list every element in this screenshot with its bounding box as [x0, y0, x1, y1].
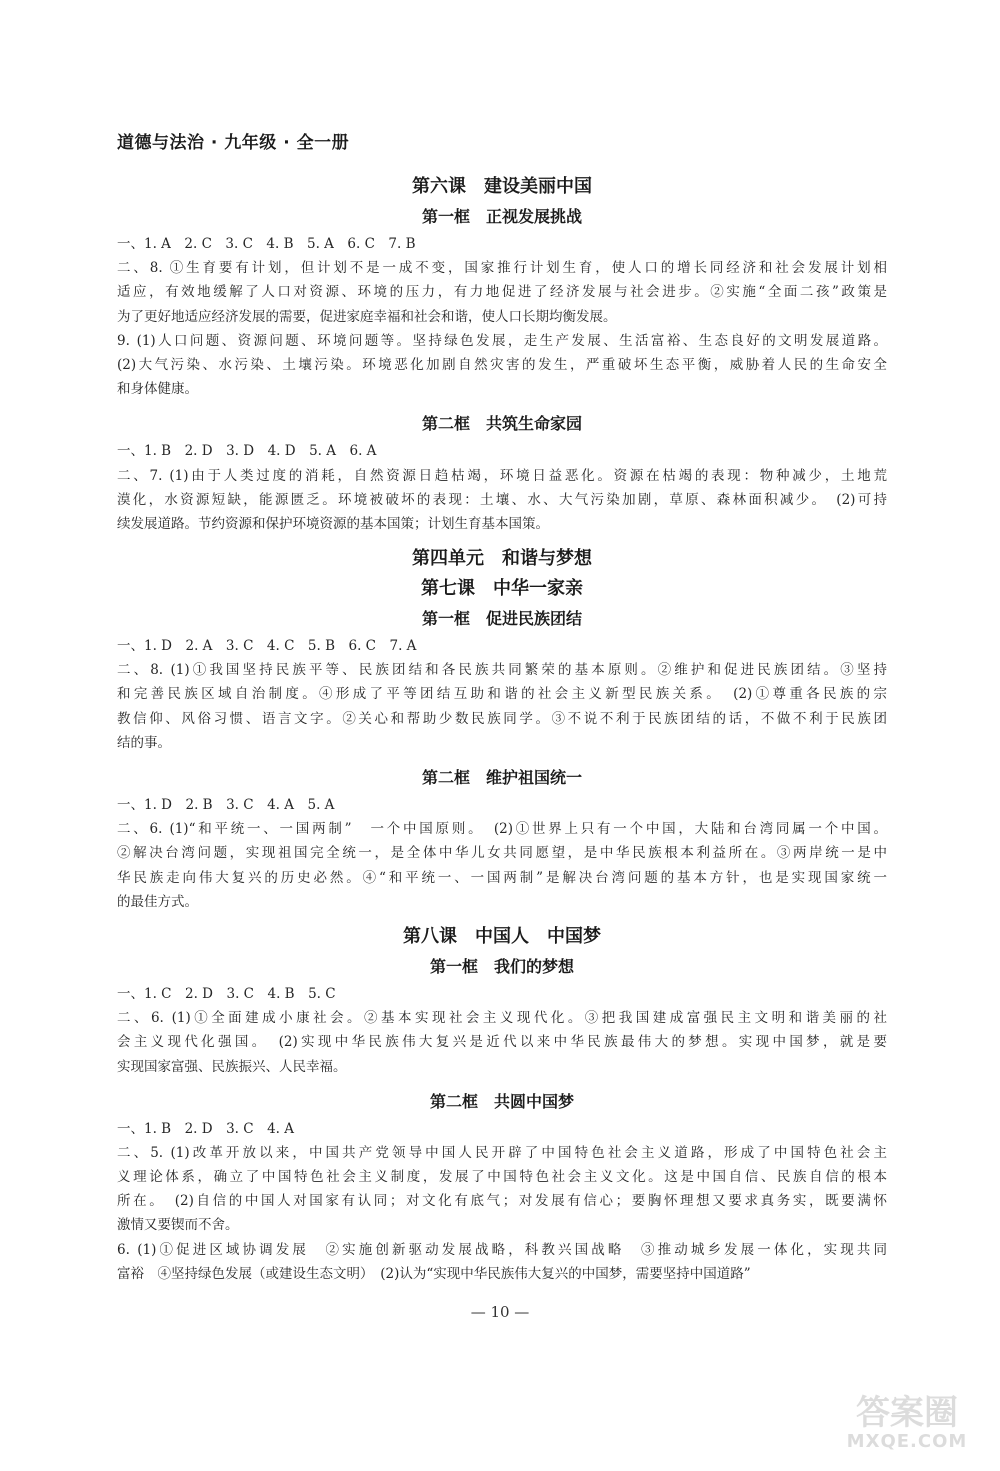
watermark-text: 答案圈: [856, 1393, 958, 1433]
answer-line: 一、1. A 2. C 3. C 4. B 5. A 6. C 7. B: [117, 236, 416, 252]
lesson-heading: 第八课 中国人 中国梦: [403, 925, 601, 947]
answer-line: 会主义现代化强国。 (2)实现中华民族伟大复兴是近代以来中华民族最伟大的梦想。实现中国梦，就是要: [117, 1034, 887, 1051]
answer-block: [117, 232, 887, 401]
answer-line: 实现国家富强、民族振兴、人民幸福。: [117, 1058, 347, 1075]
answer-line: 二、8. (1)①我国坚持民族平等、民族团结和各民族共同繁荣的基本原则。②维护和促进民族团结。③坚持: [117, 662, 887, 679]
answer-block: [117, 982, 887, 1079]
answer-line: 二、6. (1)①全面建成小康社会。②基本实现社会主义现代化。③把我国建成富强民主文明和谐美丽的社: [117, 1010, 887, 1027]
answer-line: 义理论体系，确立了中国特色社会主义制度，发展了中国特色社会主义文化。这是中国自信、民族自信的根本: [117, 1169, 887, 1186]
answer-line: 9. (1)人口问题、资源问题、环境问题等。坚持绿色发展，走生产发展、生活富裕、生态良好的文明发展道路。: [117, 332, 887, 349]
answer-block: [117, 793, 887, 914]
answer-block: [117, 634, 887, 755]
answer-line: 6. (1)①促进区域协调发展 ②实施创新驱动发展战略，科教兴国战略 ③推动城乡发展一体化，实现共同: [117, 1241, 887, 1258]
answer-line: 漠化，水资源短缺，能源匮乏。环境被破坏的表现：土壤、水、大气污染加剧，草原、森林面积减少。 (2)可持: [117, 491, 887, 508]
answer-line: 一、1. C 2. D 3. C 4. B 5. C: [117, 985, 336, 1002]
running-header: 道德与法治 · 九年级 · 全一册: [117, 133, 350, 153]
section-heading: 第二框 维护祖国统一: [421, 768, 582, 787]
section-heading: 第一框 促进民族团结: [421, 609, 582, 629]
lesson-heading: 第四单元 和谐与梦想: [412, 548, 592, 570]
answer-line: 适应，有效地缓解了人口对资源、环境的压力，有力地促进了经济发展与社会进步。②实施“全面二孩”政策是: [117, 284, 887, 301]
page-number: — 10 —: [470, 1303, 530, 1321]
answer-line: 结的事。: [117, 734, 171, 751]
answer-line: 一、1. D 2. B 3. C 4. A 5. A: [117, 797, 335, 813]
answer-line: 二、6. (1)“和平统一、一国两制” 一个中国原则。 (2)①世界上只有一个中国，大陆和台湾同属一个中国。: [117, 821, 887, 838]
answer-line: 一、1. B 2. D 3. C 4. A: [117, 1120, 295, 1137]
section-heading: 第二框 共圆中国梦: [429, 1091, 574, 1111]
answer-line: 二、7. (1)由于人类过度的消耗，自然资源日趋枯竭，环境日益恶化。资源在枯竭的表现：物种减少，土地荒: [117, 467, 887, 484]
answer-content: [117, 172, 887, 1294]
watermark-logo: [832, 1381, 982, 1461]
watermark-url: MXQE.COM: [846, 1431, 968, 1452]
answer-block: [117, 439, 887, 536]
section-heading: 第一框 我们的梦想: [429, 956, 574, 976]
answer-line: 二、5. (1)改革开放以来，中国共产党领导中国人民开辟了中国特色社会主义道路，形成了中国特色社会主: [117, 1144, 887, 1161]
answer-line: 续发展道路。节约资源和保护环境资源的基本国策；计划生育基本国策。: [117, 515, 549, 532]
answer-line: 一、1. B 2. D 3. D 4. D 5. A 6. A: [117, 443, 377, 460]
answer-line: (2)大气污染、水污染、土壤污染。环境恶化加剧自然灾害的发生，严重破坏生态平衡，威胁着人民的生命安全: [117, 356, 887, 373]
answer-block: [117, 1117, 887, 1286]
answer-line: 激情又要锲而不舍。: [117, 1217, 239, 1234]
answer-line: 为了更好地适应经济发展的需要，促进家庭幸福和社会和谐，使人口长期均衡发展。: [117, 308, 617, 325]
answer-line: 的最佳方式。: [117, 893, 198, 910]
answer-line: 富裕 ④坚持绿色发展（或建设生态文明） (2)认为“实现中华民族伟大复兴的中国梦，需要坚持中国道路”: [117, 1265, 751, 1282]
answer-line: ②解决台湾问题，实现祖国完全统一，是全体中华儿女共同愿望，是中华民族根本利益所在。③两岸统一是中: [117, 845, 887, 862]
answer-line: 华民族走向伟大复兴的历史必然。④“和平统一、一国两制”是解决台湾问题的基本方针，也是实现国家统一: [117, 869, 887, 886]
answer-line: 二、8. ①生育要有计划，但计划不是一成不变，国家推行计划生育，使人口的增长同经济和社会发展计划相: [117, 260, 887, 277]
lesson-heading: 第七课 中华一家亲: [421, 578, 583, 600]
section-heading: 第二框 共筑生命家园: [421, 414, 582, 434]
answer-line: 和完善民族区域自治制度。④形成了平等团结互助和谐的社会主义新型民族关系。 (2)①尊重各民族的宗: [117, 686, 887, 703]
answer-line: 所在。 (2)自信的中国人对国家有认同；对文化有底气；对发展有信心；要胸怀理想又要求真务实，既要满怀: [117, 1193, 887, 1210]
answer-line: 和身体健康。: [117, 381, 198, 398]
section-heading: 第一框 正视发展挑战: [421, 207, 582, 226]
answer-line: 教信仰、风俗习惯、语言文字。②关心和帮助少数民族同学。③不说不利于民族团结的话，不做不利于民族团: [117, 710, 887, 727]
lesson-heading: 第六课 建设美丽中国: [412, 176, 592, 197]
answer-line: 一、1. D 2. A 3. C 4. C 5. B 6. C 7. A: [117, 638, 417, 655]
